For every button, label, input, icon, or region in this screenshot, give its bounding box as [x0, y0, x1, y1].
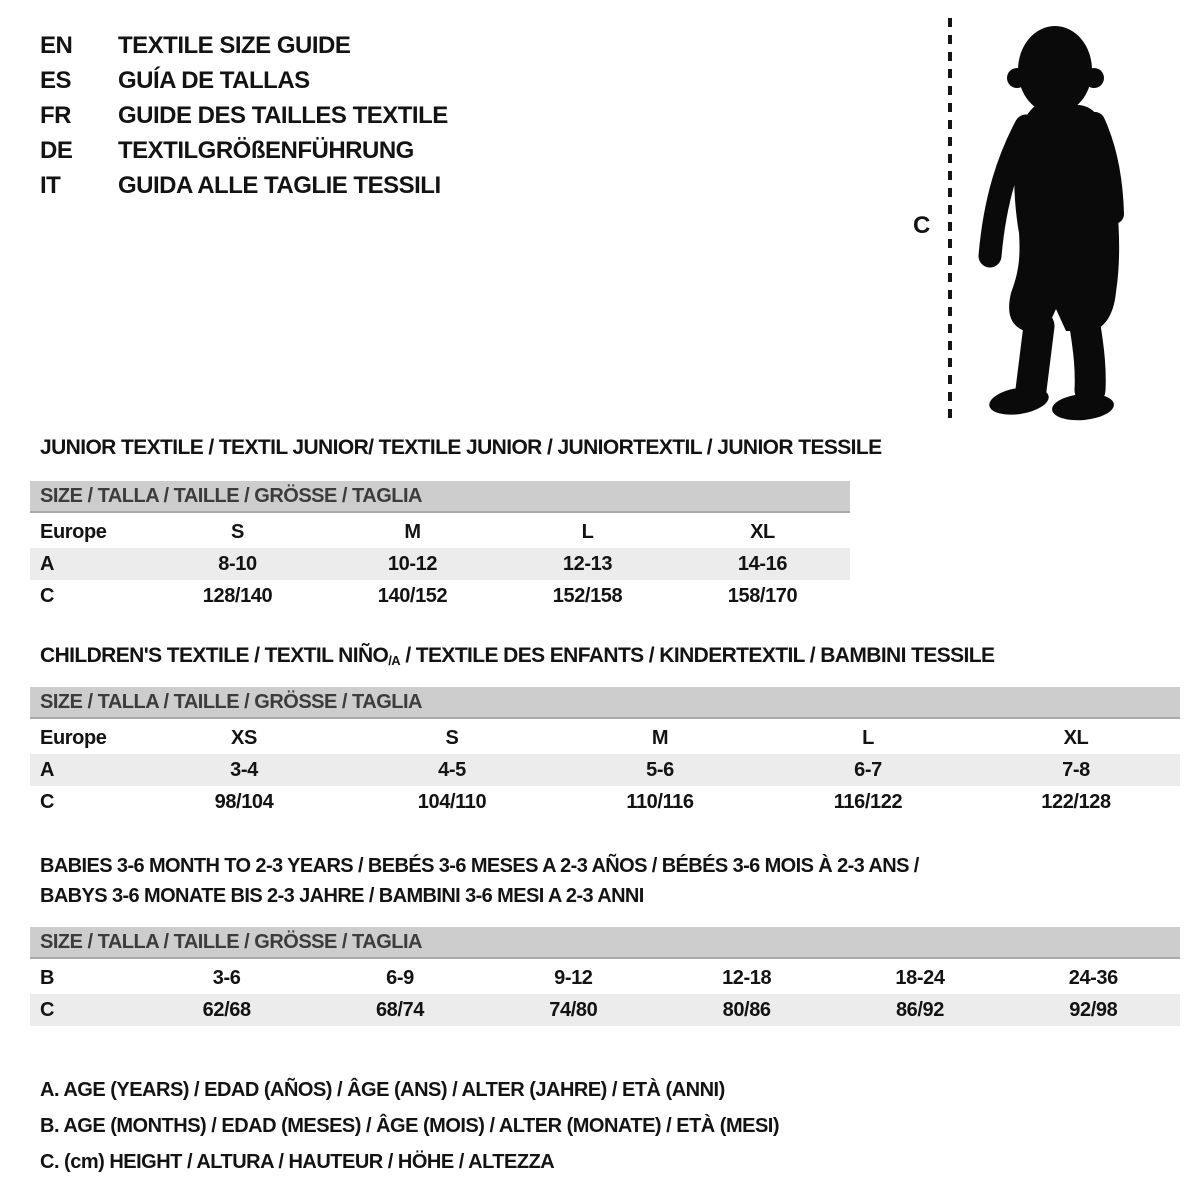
lang-code: ES	[40, 67, 72, 94]
cell: 18-24	[895, 967, 945, 989]
row-label: Europe	[40, 727, 107, 749]
legend-line-a: A. AGE (YEARS) / EDAD (AÑOS) / ÂGE (ANS) / ALTER (JAHRE) / ETÀ (ANNI)	[40, 1079, 725, 1101]
table-row	[30, 516, 850, 548]
row-label: Europe	[40, 521, 107, 543]
cell: 152/158	[552, 585, 623, 607]
cell: 3-6	[212, 967, 241, 989]
cell: 68/74	[375, 999, 425, 1021]
table-row	[30, 580, 850, 612]
cell: 12-13	[562, 553, 613, 575]
cell: 86/92	[895, 999, 944, 1021]
table-row	[30, 962, 1180, 994]
measure-c-label: C	[913, 212, 931, 239]
cell: 140/152	[377, 585, 448, 607]
cell: 92/98	[1069, 999, 1118, 1021]
cell: M	[651, 727, 669, 749]
table-row	[30, 722, 1180, 754]
cell: 98/104	[214, 791, 274, 813]
language-title-list	[40, 28, 448, 203]
cell: S	[445, 727, 459, 749]
row-label: C	[40, 999, 55, 1021]
cell: 158/170	[727, 585, 798, 607]
cell: 3-4	[230, 759, 258, 781]
children-section-heading	[40, 644, 994, 668]
lang-row-de	[40, 133, 448, 168]
guide-title: GUIDA ALLE TAGLIE TESSILI	[118, 172, 441, 199]
row-label: A	[40, 759, 55, 781]
cell: 6-7	[854, 759, 882, 781]
table-row	[30, 548, 850, 580]
cell: XL	[1063, 727, 1089, 749]
guide-title: TEXTILE SIZE GUIDE	[118, 32, 351, 59]
lang-row-en	[40, 28, 448, 63]
cell: 116/122	[833, 791, 903, 813]
cell: 122/128	[1041, 791, 1111, 813]
legend-line-c: C. (cm) HEIGHT / ALTURA / HAUTEUR / HÖHE / ALTEZZA	[40, 1151, 555, 1173]
height-measure-figure	[895, 10, 1175, 430]
cell: 110/116	[626, 791, 694, 813]
cell: 80/86	[722, 999, 771, 1021]
cell: 7-8	[1062, 759, 1090, 781]
row-label: A	[40, 553, 55, 575]
cell: XS	[231, 727, 257, 749]
cell: 4-5	[438, 759, 466, 781]
lang-code: EN	[40, 32, 73, 59]
cell: 104/110	[417, 791, 487, 813]
row-label: B	[40, 967, 55, 989]
cell: 8-10	[218, 553, 257, 575]
cell: S	[231, 521, 244, 543]
toddler-silhouette-icon	[895, 10, 1175, 430]
cell: 14-16	[737, 553, 788, 575]
cell: 128/140	[202, 585, 273, 607]
children-heading-pre: CHILDREN'S TEXTILE / TEXTIL NIÑO	[40, 644, 389, 667]
children-heading-sub: /A	[388, 653, 401, 668]
cell: 10-12	[387, 553, 438, 575]
lang-code: FR	[40, 102, 71, 129]
table-row	[30, 754, 1180, 786]
junior-size-table	[30, 481, 850, 612]
junior-section-heading: JUNIOR TEXTILE / TEXTIL JUNIOR/ TEXTILE JUNIOR / JUNIORTEXTIL / JUNIOR TESSILE	[40, 436, 882, 459]
row-label: C	[40, 585, 55, 607]
table-row	[30, 786, 1180, 818]
babies-heading-line2: BABYS 3-6 MONATE BIS 2-3 JAHRE / BAMBINI 3-6 MESI A 2-3 ANNI	[40, 885, 644, 907]
cell: M	[404, 521, 421, 543]
lang-row-fr	[40, 98, 448, 133]
measurement-legend	[40, 1072, 779, 1180]
lang-code: DE	[40, 137, 73, 164]
babies-section-heading	[40, 851, 919, 911]
table-row	[30, 994, 1180, 1026]
babies-size-header: SIZE / TALLA / TAILLE / GRÖSSE / TAGLIA	[30, 927, 1180, 959]
babies-size-table	[30, 927, 1180, 1026]
cell: 62/68	[202, 999, 251, 1021]
lang-row-it	[40, 168, 448, 203]
cell: 9-12	[554, 967, 593, 989]
lang-code: IT	[40, 172, 61, 199]
guide-title: GUIDE DES TAILLES TEXTILE	[118, 102, 448, 129]
cell: 24-36	[1068, 967, 1118, 989]
junior-size-header: SIZE / TALLA / TAILLE / GRÖSSE / TAGLIA	[30, 481, 850, 513]
cell: 6-9	[386, 967, 414, 989]
children-size-table	[30, 687, 1180, 818]
lang-row-es	[40, 63, 448, 98]
cell: L	[581, 521, 594, 543]
cell: 74/80	[549, 999, 598, 1021]
cell: L	[862, 727, 874, 749]
cell: 5-6	[646, 759, 674, 781]
cell: 12-18	[722, 967, 772, 989]
guide-title: GUÍA DE TALLAS	[118, 67, 310, 94]
guide-title: TEXTILGRÖßENFÜHRUNG	[118, 137, 414, 164]
legend-line-b: B. AGE (MONTHS) / EDAD (MESES) / ÂGE (MOIS) / ALTER (MONATE) / ETÀ (MESI)	[40, 1115, 780, 1137]
children-size-header: SIZE / TALLA / TAILLE / GRÖSSE / TAGLIA	[30, 687, 1180, 719]
babies-heading-line1: BABIES 3-6 MONTH TO 2-3 YEARS / BEBÉS 3-6 MESES A 2-3 AÑOS / BÉBÉS 3-6 MOIS À 2-3 ANS /	[40, 855, 919, 877]
cell: XL	[750, 521, 775, 543]
row-label: C	[40, 791, 55, 813]
children-heading-post: / TEXTILE DES ENFANTS / KINDERTEXTIL / BAMBINI TESSILE	[400, 644, 995, 667]
